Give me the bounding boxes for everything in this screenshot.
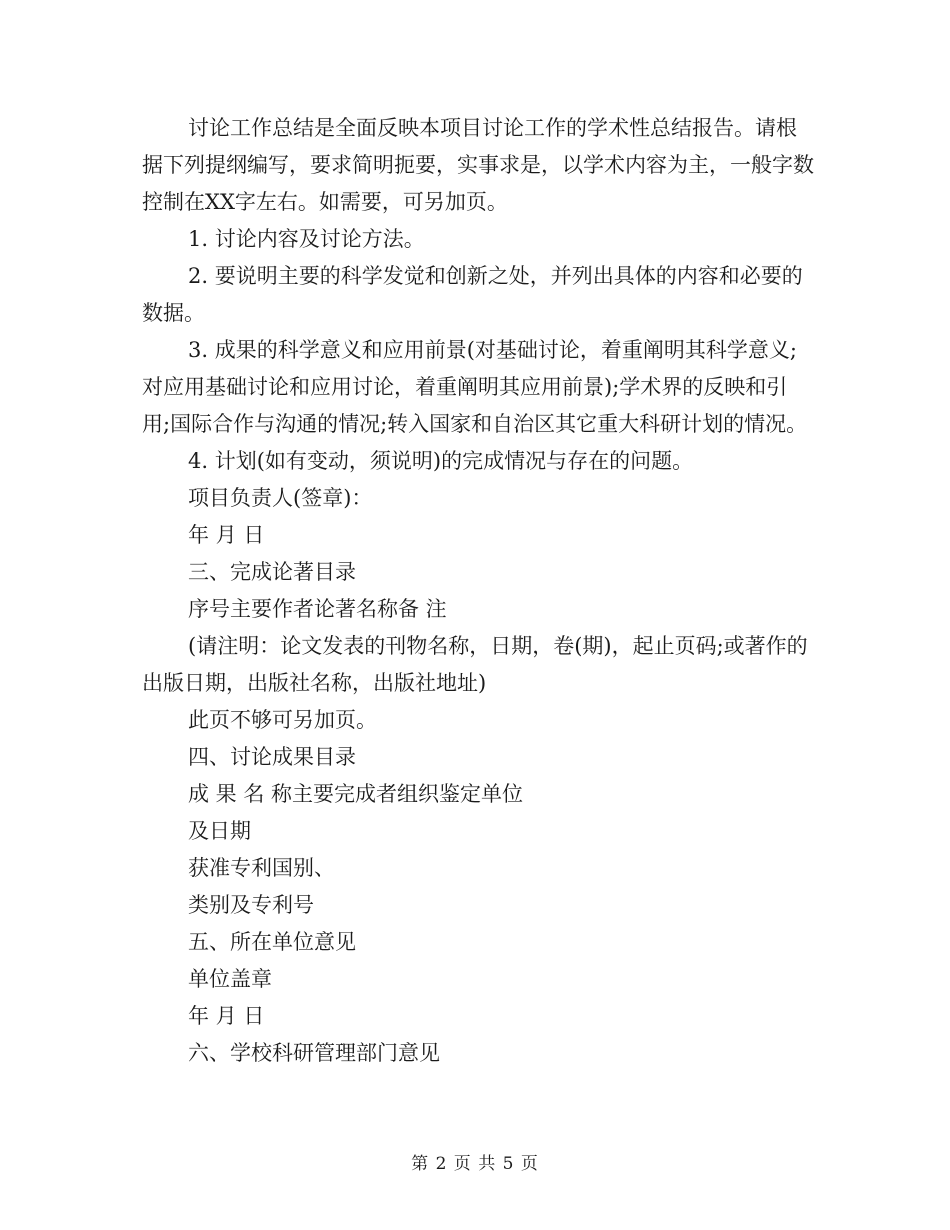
section-6-heading: 六、学校科研管理部门意见 bbox=[188, 1041, 440, 1065]
item-3-paragraph: 3. 成果的科学意义和应用前景(对基础讨论，着重阐明其科学意义;对应用基础讨论和应用讨论，着重阐明其应用前景);学术界的反映和引用;国际合作与沟通的情况;转入国家和自治区其它重大科研计划的情况。 bbox=[142, 338, 808, 436]
extra-page-note: 此页不够可另加页。 bbox=[188, 708, 377, 732]
item-4-paragraph: 4. 计划(如有变动，须说明)的完成情况与存在的问题。 bbox=[188, 449, 694, 473]
project-leader-signature-line: 项目负责人(签章)： bbox=[188, 486, 373, 510]
page-number-footer: 第 2 页 共 5 页 bbox=[411, 1154, 539, 1174]
section-4-heading: 四、讨论成果目录 bbox=[188, 745, 356, 769]
results-columns-line: 成 果 名 称主要完成者组织鉴定单位 bbox=[188, 782, 524, 806]
section-3-heading: 三、完成论著目录 bbox=[188, 560, 356, 584]
patent-line-1: 获准专利国别、 bbox=[188, 856, 335, 880]
results-columns-line-2: 及日期 bbox=[188, 819, 251, 843]
date-line: 年 月 日 bbox=[188, 523, 265, 547]
item-1-paragraph: 1. 讨论内容及讨论方法。 bbox=[188, 227, 425, 251]
publications-columns-line: 序号主要作者论著名称备 注 bbox=[188, 597, 447, 621]
document-body bbox=[142, 110, 814, 1072]
summary-instructions-paragraph: 讨论工作总结是全面反映本项目讨论工作的学术性总结报告。请根据下列提纲编写，要求简明扼要，实事求是，以学术内容为主，一般字数控制在XX字左右。如需要，可另加页。 bbox=[142, 116, 814, 214]
patent-line-2: 类别及专利号 bbox=[188, 893, 314, 917]
publications-note-paragraph: (请注明：论文发表的刊物名称，日期，卷(期)，起止页码;或著作的出版日期，出版社名称，出版社地址) bbox=[142, 634, 808, 695]
item-2-paragraph: 2. 要说明主要的科学发觉和创新之处，并列出具体的内容和必要的数据。 bbox=[142, 264, 803, 325]
date-line-2: 年 月 日 bbox=[188, 1004, 265, 1028]
section-5-heading: 五、所在单位意见 bbox=[188, 930, 356, 954]
unit-seal-line: 单位盖章 bbox=[188, 967, 272, 991]
